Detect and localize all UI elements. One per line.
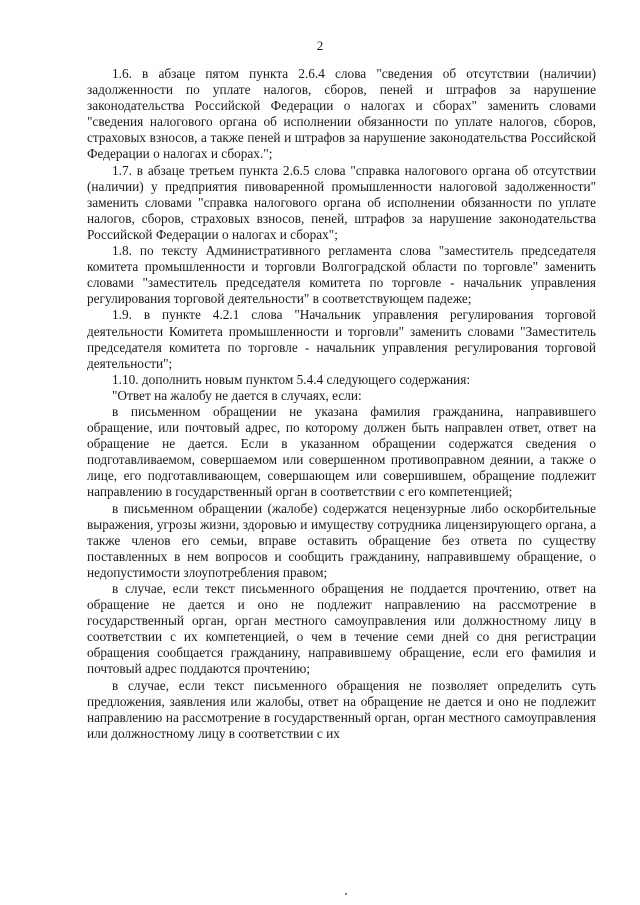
paragraph-1-8: 1.8. по тексту Административного регламента слова "заместитель председателя комитета промышленности и торговли Волгоградской области по торговле" заменить словами "заместитель председателя комитета по торговле - начальник управления регулирования торговой деятельности" в соответствующем падеже; xyxy=(87,243,596,307)
paragraph-case-no-name: в письменном обращении не указана фамилия гражданина, направившего обращение, или почтовый адрес, по которому должен быть направлен ответ, ответ на обращение не дается. Если в указанном обращении содержатся сведения о подготавливаемом, совершаемом или совершенном противоправном деянии, а также о лице, его подготавливающем, совершающем или совершившем, обращение подлежит направлению в государственный орган в соответствии с его компетенцией; xyxy=(87,403,596,500)
page-number: 2 xyxy=(316,38,324,53)
scan-speck xyxy=(345,893,347,895)
paragraph-1-9: 1.9. в пункте 4.2.1 слова "Начальник управления регулирования торговой деятельности Комитета промышленности и торговли" заменить словами "Заместитель председателя комитета по торговле - начальник управления регулирования торговой деятельности"; xyxy=(87,307,596,371)
paragraph-1-7: 1.7. в абзаце третьем пункта 2.6.5 слова "справка налогового органа об отсутствии (наличии) у предприятия пивоваренной промышленности налоговой задолженности" заменить словами "справка налогового органа об исполнении обязанности по уплате налогов, сборов, страховых взносов, пеней, штрафов за нарушение законодательства Российской Федерации о налогах и сборах"; xyxy=(87,162,596,242)
document-body xyxy=(87,66,596,742)
paragraph-quote-intro: "Ответ на жалобу не дается в случаях, если: xyxy=(112,387,362,403)
paragraph-case-obscene: в письменном обращении (жалобе) содержатся нецензурные либо оскорбительные выражения, угрозы жизни, здоровью и имуществу сотрудника лицензирующего органа, а также членов его семьи, вправе оставить обращение без ответа по существу поставленных в нем вопросов и сообщить гражданину, направившему обращение, о недопустимости злоупотребления правом; xyxy=(87,500,596,580)
paragraph-1-10: 1.10. дополнить новым пунктом 5.4.4 следующего содержания: xyxy=(112,371,471,387)
paragraph-case-unclear: в случае, если текст письменного обращения не позволяет определить суть предложения, заявления или жалобы, ответ на обращение не дается и оно не подлежит направлению на рассмотрение в государственный орган, орган местного самоуправления или должностному лицу в соответствии с их xyxy=(87,677,596,741)
paragraph-case-unreadable: в случае, если текст письменного обращения не поддается прочтению, ответ на обращение не дается и оно не подлежит направлению на рассмотрение в государственный орган, орган местного самоуправления или должностному лицу в соответствии с их компетенцией, о чем в течение семи дней со дня регистрации обращения сообщается гражданину, направившему обращение, если его фамилия и почтовый адрес поддаются прочтению; xyxy=(87,581,596,677)
paragraph-1-6: 1.6. в абзаце пятом пункта 2.6.4 слова "сведения об отсутствии (наличии) задолженности по уплате налогов, сборов, пеней и штрафов за нарушение законодательства Российской Федерации о налогах и сборах" заменить словами "сведения налогового органа об исполнении обязанности по уплате налогов, сборов, страховых взносов, а также пеней и штрафов за нарушение законодательства Российской Федерации о налогах и сборах."; xyxy=(87,66,596,162)
